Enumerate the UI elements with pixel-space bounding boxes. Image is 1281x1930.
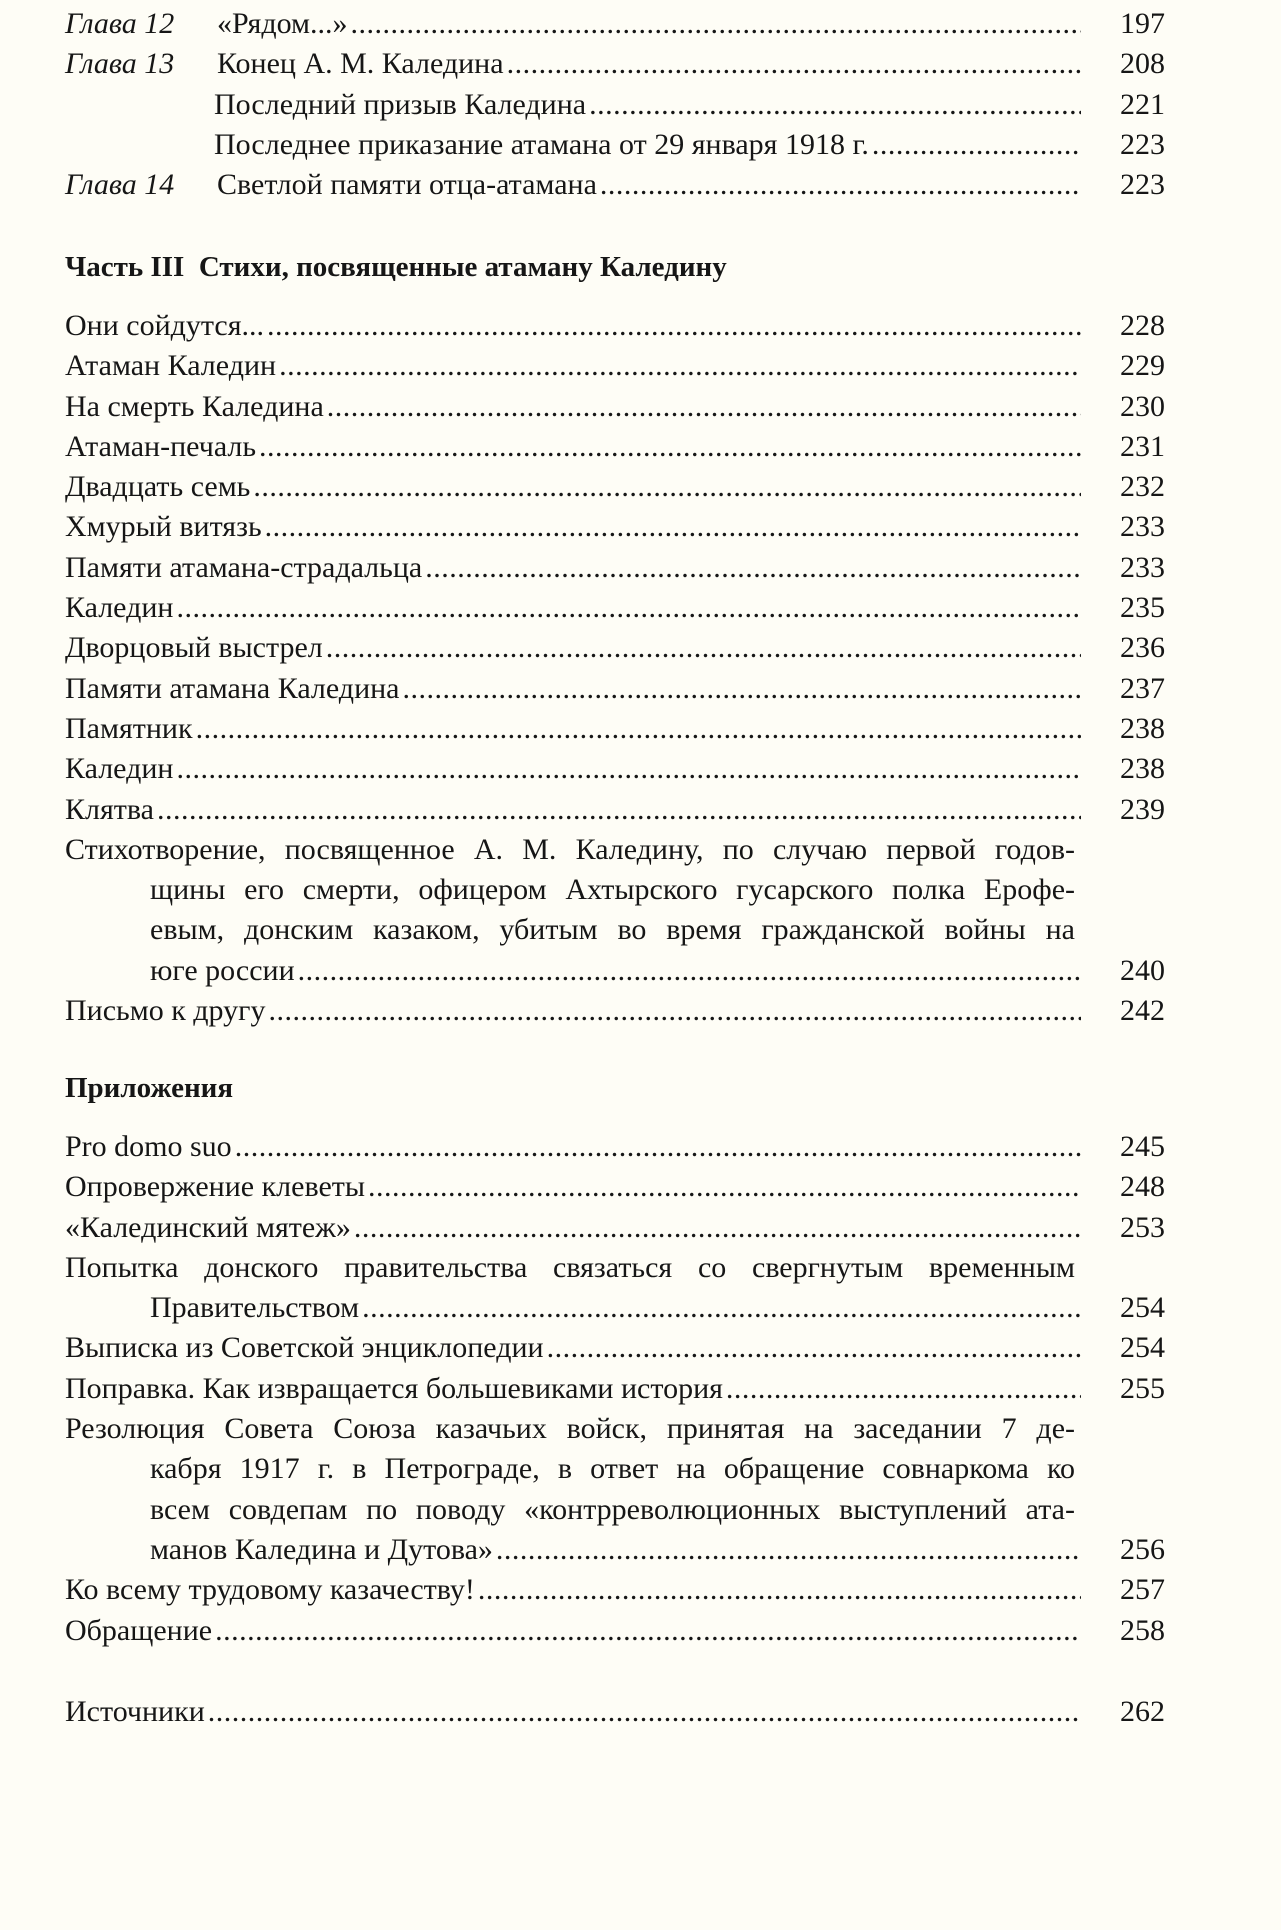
toc-entry [65, 1570, 1165, 1610]
dot-leader [362, 1288, 1081, 1328]
toc-entry [65, 467, 1165, 507]
appendix-list [65, 1127, 1165, 1651]
resolution-entry-line: всем совдепам по поводу «контрреволюционных выступлений ата- [150, 1492, 1075, 1526]
dot-leader [253, 467, 1081, 507]
long-entry-line: Стихотворение, посвященное А. М. Каледину, по случаю первой годов- [65, 832, 1075, 866]
long-entry-last-line [65, 951, 1165, 991]
entry-title: Последнее приказание атамана от 29 января 1918 г. [214, 127, 869, 161]
dot-leader [600, 165, 1081, 205]
entry-title: Каледин [65, 591, 174, 625]
entry-page: 256 [1120, 1532, 1165, 1566]
entry-title: Правительством [150, 1291, 360, 1325]
dot-leader [265, 507, 1081, 547]
entry-page: 238 [1120, 711, 1165, 745]
dot-leader [176, 588, 1081, 628]
entry-title: «Калединский мятеж» [65, 1210, 351, 1244]
dot-leader [298, 951, 1081, 991]
entry-page: 208 [1120, 47, 1165, 81]
toc-entry [65, 628, 1165, 668]
toc-entry [65, 1167, 1165, 1207]
entry-title: Выписка из Советской энциклопедии [65, 1331, 544, 1365]
chapter-label: Глава 14 [65, 168, 175, 202]
dot-leader [259, 427, 1081, 467]
entry-page: 231 [1120, 429, 1165, 463]
entry-page: 254 [1120, 1331, 1165, 1365]
toc-entry-chapter-12 [65, 4, 1165, 44]
entry-page: 242 [1120, 994, 1165, 1028]
dot-leader [547, 1328, 1081, 1368]
toc-entry [65, 427, 1165, 467]
entry-title: На смерть Каледина [65, 389, 324, 423]
entry-title: Опровержение клеветы [65, 1170, 366, 1204]
entry-title: Поправка. Как извращается большевиками история [65, 1371, 723, 1405]
toc-entry [65, 749, 1165, 789]
entry-title: Дворцовый выстрел [65, 631, 323, 665]
toc-entry [65, 669, 1165, 709]
dot-leader [208, 1692, 1081, 1732]
entry-page: 238 [1120, 752, 1165, 786]
chapter-label: Глава 12 [65, 7, 175, 40]
toc-entry [65, 387, 1165, 427]
toc-entry [65, 790, 1165, 830]
entry-title: Памяти атамана Каледина [65, 671, 400, 705]
dot-leader [268, 991, 1081, 1031]
toc-entry-chapter-13 [65, 44, 1165, 84]
dot-leader [176, 749, 1081, 789]
appendix-heading: Приложения [65, 1072, 234, 1104]
long-entry-line: щины его смерти, офицером Ахтырского гусарского полка Ерофе- [150, 873, 1075, 907]
entry-title: юге россии [150, 953, 295, 987]
dot-leader [157, 790, 1081, 830]
toc-entry [65, 1328, 1165, 1368]
toc-entry [65, 1208, 1165, 1248]
entry-title: Клятва [65, 792, 154, 826]
dot-leader [589, 85, 1081, 125]
toc-entry [65, 1611, 1165, 1651]
long-entry-line: евым, донским казаком, убитым во время гражданской войны на [150, 913, 1075, 947]
chapters-tail-list [65, 4, 1165, 205]
entry-title: Светлой памяти отца-атамана [217, 168, 597, 202]
entry-page: 240 [1120, 953, 1165, 987]
entry-title: Памяти атамана-страдальца [65, 550, 423, 584]
dot-leader [726, 1369, 1081, 1409]
resolution-entry-last-line [65, 1530, 1165, 1570]
chapter-label: Глава 13 [65, 47, 175, 81]
entry-page: 257 [1120, 1573, 1165, 1607]
toc-entry [65, 991, 1165, 1031]
entry-title: Источники [65, 1695, 205, 1728]
entry-title: Письмо к другу [65, 994, 266, 1028]
entry-page: 258 [1120, 1613, 1165, 1647]
resolution-entry-line: Резолюция Совета Союза казачьих войск, принятая на заседании 7 де- [65, 1412, 1075, 1446]
entry-page: 228 [1120, 309, 1165, 342]
entry-page: 253 [1120, 1210, 1165, 1244]
dot-leader [235, 1127, 1081, 1167]
dot-leader [279, 346, 1081, 386]
entry-title: Атаман Каледин [65, 349, 277, 383]
dot-leader [425, 548, 1081, 588]
toc-entry-sources [65, 1692, 1165, 1732]
toc-entry-chapter-14 [65, 165, 1165, 205]
entry-page: 245 [1120, 1130, 1165, 1163]
entry-title: «Рядом...» [217, 7, 348, 40]
part-3-heading: Часть III Стихи, посвященные атаману Каледину [65, 251, 727, 283]
dot-leader [327, 387, 1081, 427]
toc-entry [65, 507, 1165, 547]
entry-page: 197 [1120, 7, 1165, 40]
toc-entry [65, 709, 1165, 749]
toc-entry [65, 306, 1165, 346]
entry-title: Двадцать семь [65, 470, 251, 504]
entry-page: 232 [1120, 470, 1165, 504]
dot-leader [354, 1208, 1081, 1248]
entry-title: Ко всему трудовому казачеству! [65, 1573, 475, 1607]
entry-page: 223 [1120, 127, 1165, 161]
entry-page: 255 [1120, 1371, 1165, 1405]
toc-entry [65, 1369, 1165, 1409]
entry-title: Pro domo suo [65, 1130, 232, 1163]
toc-entry [65, 346, 1165, 386]
entry-title: Последний призыв Каледина [214, 87, 587, 121]
dot-leader [478, 1570, 1081, 1610]
toc-entry [65, 548, 1165, 588]
entry-page: 230 [1120, 389, 1165, 423]
entry-page: 235 [1120, 591, 1165, 625]
dot-leader [496, 1530, 1081, 1570]
entry-title: Каледин [65, 752, 174, 786]
dot-leader [403, 669, 1082, 709]
entry-page: 221 [1120, 87, 1165, 121]
entry-page: 254 [1120, 1291, 1165, 1325]
entry-title: Хмурый витязь [65, 510, 262, 544]
toc-entry [65, 588, 1165, 628]
dot-leader [326, 628, 1081, 668]
dot-leader [872, 125, 1081, 165]
entry-page: 248 [1120, 1170, 1165, 1204]
entry-title: манов Каледина и Дутова» [150, 1532, 493, 1566]
entry-title: Памятник [65, 711, 193, 745]
attempt-entry-last-line [65, 1288, 1165, 1328]
entry-page: 233 [1120, 510, 1165, 544]
entry-title: Конец А. М. Каледина [217, 47, 504, 81]
toc-entry-subsection [65, 125, 1165, 165]
entry-title: Атаман-печаль [65, 429, 257, 463]
entry-page: 236 [1120, 631, 1165, 665]
entry-page: 223 [1120, 168, 1165, 202]
dot-leader [351, 4, 1081, 44]
dot-leader [215, 1611, 1081, 1651]
part-3-list [65, 306, 1165, 1031]
attempt-entry-line: Попытка донского правительства связаться со свергнутым временным [65, 1250, 1075, 1284]
entry-page: 262 [1120, 1695, 1165, 1728]
entry-title: Обращение [65, 1613, 213, 1647]
dot-leader [368, 1167, 1081, 1207]
entry-page: 239 [1120, 792, 1165, 826]
entry-page: 229 [1120, 349, 1165, 383]
dot-leader [267, 306, 1081, 346]
entry-page: 233 [1120, 550, 1165, 584]
toc-entry [65, 1127, 1165, 1167]
dot-leader [196, 709, 1081, 749]
resolution-entry-line: кабря 1917 г. в Петрограде, в ответ на обращение совнаркома ко [150, 1452, 1075, 1486]
dot-leader [507, 44, 1081, 84]
entry-page: 237 [1120, 671, 1165, 705]
entry-title: Они сойдутся... [65, 309, 264, 342]
toc-entry-subsection [65, 85, 1165, 125]
